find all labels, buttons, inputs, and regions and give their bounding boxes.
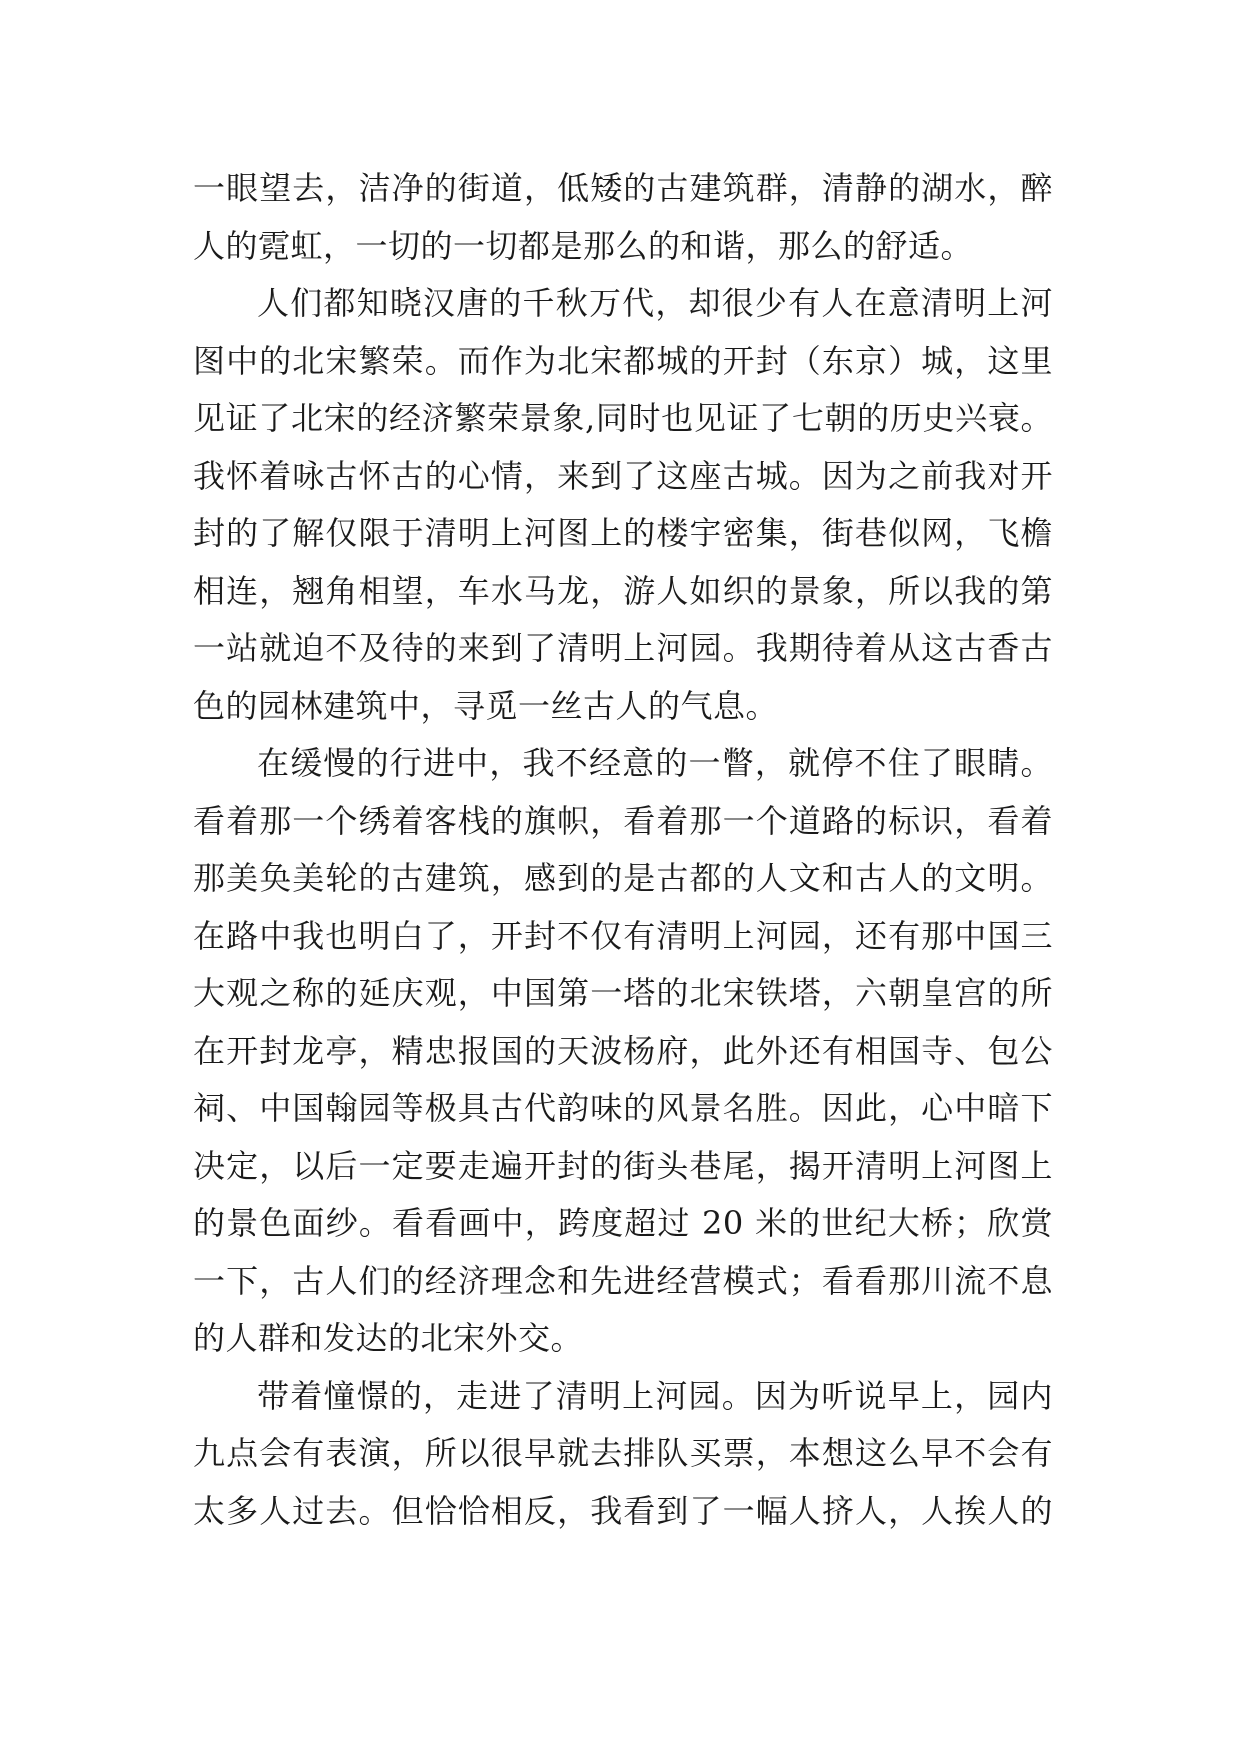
text-line: 一站就迫不及待的来到了清明上河园。我期待着从这古香古 [193, 629, 1053, 667]
text-line: 我怀着咏古怀古的心情，来到了这座古城。因为之前我对开 [193, 456, 1053, 495]
text-line: 祠、中国翰园等极具古代韵味的风景名胜。因此，心中暗下 [193, 1089, 1053, 1127]
text-line: 相连，翘角相望，车水马龙，游人如织的景象，所以我的第 [193, 571, 1053, 610]
text-line: 色的园林建筑中，寻觅一丝古人的气息。 [193, 686, 779, 725]
text-line: 太多人过去。但恰恰相反，我看到了一幅人挤人，人挨人的 [193, 1491, 1053, 1530]
text-line: 封的了解仅限于清明上河图上的楼宇密集，街巷似网，飞檐 [193, 514, 1053, 552]
text-line: 在缓慢的行进中，我不经意的一瞥，就停不住了眼睛。 [257, 744, 1053, 782]
paragraph-1 [193, 160, 1053, 275]
text-line: 一下，古人们的经济理念和先进经营模式；看看那川流不息 [193, 1261, 1053, 1300]
text-line: 人们都知晓汉唐的千秋万代，却很少有人在意清明上河 [257, 284, 1053, 322]
text-line: 的人群和发达的北宋外交。 [193, 1319, 584, 1357]
text-line: 九点会有表演，所以很早就去排队买票，本想这么早不会有 [193, 1434, 1053, 1472]
paragraph-4 [193, 1368, 1053, 1541]
text-line: 决定，以后一定要走遍开封的街头巷尾，揭开清明上河图上 [193, 1146, 1053, 1185]
text-line: 图中的北宋繁荣。而作为北宋都城的开封（东京）城，这里 [193, 341, 1053, 380]
text-line: 大观之称的延庆观，中国第一塔的北宋铁塔，六朝皇宫的所 [193, 974, 1053, 1012]
body-text [193, 160, 1053, 1540]
text-line: 带着憧憬的，走进了清明上河园。因为听说早上，园内 [257, 1376, 1053, 1415]
text-line: 那美奂美轮的古建筑，感到的是古都的人文和古人的文明。 [193, 859, 1053, 897]
text-line: 在路中我也明白了，开封不仅有清明上河园，还有那中国三 [193, 916, 1053, 955]
text-line: 在开封龙亭，精忠报国的天波杨府，此外还有相国寺、包公 [193, 1031, 1053, 1070]
text-line: 见证了北宋的经济繁荣景象,同时也见证了七朝的历史兴衰。 [193, 399, 1053, 437]
paragraph-2 [193, 275, 1053, 735]
text-line: 一眼望去，洁净的街道，低矮的古建筑群，清静的湖水，醉 [193, 169, 1053, 207]
paragraph-3 [193, 735, 1053, 1368]
text-line: 人的霓虹，一切的一切都是那么的和谐，那么的舒适。 [193, 226, 974, 265]
text-line: 看着那一个绣着客栈的旗帜，看着那一个道路的标识，看着 [193, 801, 1053, 840]
text-line: 的景色面纱。看看画中，跨度超过 20 米的世纪大桥；欣赏 [193, 1204, 1053, 1242]
